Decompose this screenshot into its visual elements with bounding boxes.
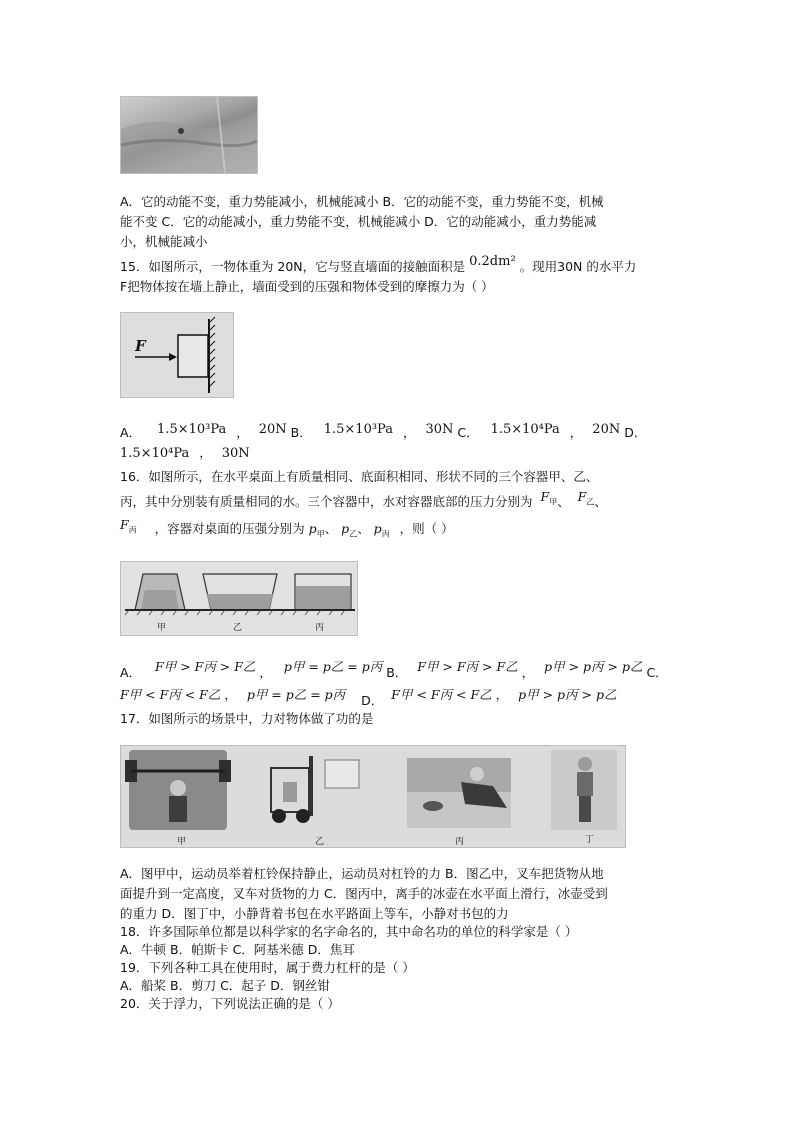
q17-options-line2: 面提升到一定高度，叉车对货物的力 C．图丙中，离手的冰壶在水平面上滑行，冰壶受到 xyxy=(120,886,608,901)
q17-label-bing: 丙 xyxy=(455,837,465,847)
q16-pressure-bing: $p_丙$ xyxy=(373,521,390,539)
q16-label-yi: 乙 xyxy=(233,623,243,633)
q16-force-bing: $F_丙$ xyxy=(120,517,137,535)
q15-option-b-friction: 30N xyxy=(425,422,454,437)
q16-pressure-yi: $p_乙$ xyxy=(341,521,358,539)
q16-option-b-label: B． xyxy=(386,665,408,680)
q16-figure xyxy=(120,561,358,636)
q16-pressure-jia: $p_甲$ xyxy=(308,521,325,539)
q16-label-jia: 甲 xyxy=(157,623,167,633)
q16-options-line2: F甲 < F丙 < F乙 ， p甲 = p乙 = p丙 D． F甲 < F丙 < F乙 ， p甲 > p丙 > p乙 xyxy=(120,687,617,708)
q15-option-d-sep: ， xyxy=(199,445,212,460)
four-scenes-illustration xyxy=(121,746,625,847)
q17-label-ding: 丁 xyxy=(585,835,595,845)
q17-label-jia: 甲 xyxy=(177,837,187,847)
q16-option-b-forces: F甲 > F丙 > F乙 xyxy=(417,659,518,674)
q15-question-line2: F把物体按在墙上静止，墙面受到的压强和物体受到的摩擦力为（ ） xyxy=(120,279,494,294)
q16-option-b-pressures: p甲 > p丙 > p乙 xyxy=(544,659,643,674)
q19-question: 19．下列各种工具在使用时，属于费力杠杆的是（ ） xyxy=(120,960,415,975)
force-wall-diagram xyxy=(121,313,233,397)
q16-option-c-forces: F甲 < F丙 < F乙 xyxy=(120,687,221,702)
q15-option-d-pressure: 1.5×10⁴Pa xyxy=(120,446,190,461)
q15-figure xyxy=(120,312,234,398)
q16-option-c-pressures: p甲 = p乙 = p丙 xyxy=(246,687,346,702)
q15-option-c-sep: ， xyxy=(569,425,583,440)
q15-option-a-friction: 20N xyxy=(258,422,287,437)
q16-option-a-label: A． xyxy=(120,665,142,680)
q15-option-c-friction: 20N xyxy=(592,422,621,437)
q15-option-d-label: D． xyxy=(624,425,647,440)
q15-text-a: 15．如图所示，一物体重为 20N，它与竖直墙面的接触面积是 xyxy=(120,259,466,274)
q15-option-b-label: B． xyxy=(290,425,312,440)
q15-option-a-pressure: 1.5×10³Pa xyxy=(157,422,227,437)
q14-options-line2: 能不变 C．它的动能减小，重力势能不变，机械能减小 D．它的动能减小，重力势能减 xyxy=(120,214,597,229)
q15-option-d-friction: 30N xyxy=(221,446,250,461)
q15-option-c-pressure: 1.5×10⁴Pa xyxy=(490,422,560,437)
q15-area: 0.2dm² xyxy=(469,254,516,269)
q16-text-pressures: ，容器对桌面的压强分别为 xyxy=(154,521,305,536)
q17-options-line3: 的重力 D．图丁中，小静背着书包在水平路面上等车，小静对书包的力 xyxy=(120,906,509,921)
q18-options: A．牛顿 B．帕斯卡 C．阿基米德 D．焦耳 xyxy=(120,942,355,957)
q16-option-d-forces: F甲 < F丙 < F乙 xyxy=(391,687,492,702)
q16-option-a-forces: F甲 > F丙 > F乙 xyxy=(155,659,256,674)
q15-options-line2 xyxy=(120,442,680,465)
q16-text-forces: 丙，其中分别装有质量相同的水。三个容器中，水对容器底部的压力分别为 xyxy=(120,494,533,509)
q16-label-bing: 丙 xyxy=(315,623,325,633)
q15-option-c-label: C． xyxy=(457,425,479,440)
photo-scene xyxy=(121,97,257,173)
q16-option-d-pressures: p甲 > p丙 > p乙 xyxy=(518,687,617,702)
q17-label-yi: 乙 xyxy=(315,837,325,847)
q14-photo xyxy=(120,96,258,174)
q16-force-yi: $F_乙$ xyxy=(577,489,595,507)
q17-figure xyxy=(120,745,626,848)
q16-option-a-pressures: p甲 = p乙 = p丙 xyxy=(283,659,383,674)
q15-option-a-sep: ， xyxy=(236,425,249,440)
q16-option-c-label: C． xyxy=(646,665,668,680)
q15-option-b-pressure: 1.5×10³Pa xyxy=(323,422,393,437)
q16-option-d-label: D． xyxy=(361,693,384,708)
q14-options-line1: A．它的动能不变，重力势能减小，机械能减小 B．它的动能不变，重力势能不变，机械 xyxy=(120,194,604,209)
q14-options-line3: 小，机械能减小 xyxy=(120,234,208,249)
q16-question-line3: $F_丙$ ，容器对桌面的压强分别为 $p_甲$、 $p_乙$、 $p_丙$ ，则（ ） xyxy=(120,517,454,539)
q17-options-line1: A．图甲中，运动员举着杠铃保持静止，运动员对杠铃的力 B．图乙中，叉车把货物从地 xyxy=(120,866,604,881)
q17-question: 17．如图所示的场景中，力对物体做了功的是 xyxy=(120,711,374,726)
q20-question: 20．关于浮力，下列说法正确的是（ ） xyxy=(120,996,340,1011)
q16-force-jia: $F_甲$ xyxy=(540,489,558,507)
q15-option-b-sep: ， xyxy=(402,425,416,440)
q15-option-a-label: A． xyxy=(120,425,142,440)
force-label: F xyxy=(135,337,146,355)
q19-options: A．船桨 B．剪刀 C．起子 D．钢丝钳 xyxy=(120,978,330,993)
q18-question: 18．许多国际单位都是以科学家的名字命名的，其中命名功的单位的科学家是（ ） xyxy=(120,924,578,939)
q16-text-end: ，则（ ） xyxy=(399,521,454,536)
q16-options-line1: A． F甲 > F丙 > F乙 ， p甲 = p乙 = p丙 B． F甲 > F丙 > F乙 ， p甲 > p丙 > p乙 C． xyxy=(120,659,668,680)
q16-question-line2: 丙，其中分别装有质量相同的水。三个容器中，水对容器底部的压力分别为 $F_甲$、 $F_乙$、 xyxy=(120,489,607,509)
q16-question-line1: 16．如图所示，在水平桌面上有质量相同、底面积相同、形状不同的三个容器甲、乙、 xyxy=(120,469,599,484)
q15-text-b: 。现用30N 的水平力 xyxy=(519,259,637,274)
